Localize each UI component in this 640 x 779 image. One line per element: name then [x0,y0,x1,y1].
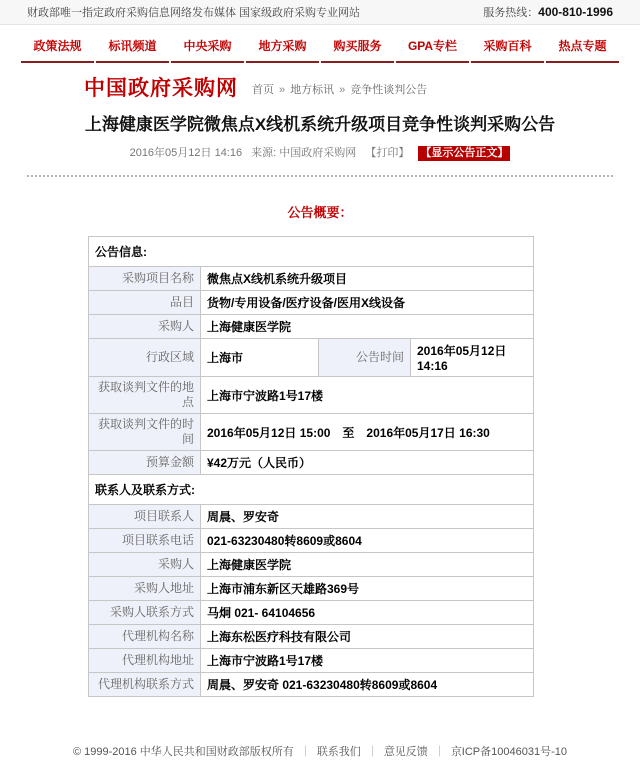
field-label: 行政区域 [89,339,201,377]
field-value: ¥42万元（人民币） [201,451,534,475]
source-label: 来源: 中国政府采购网 [251,147,357,160]
contact-link[interactable]: 联系我们 [316,746,361,759]
footer-separator: ｜ [433,746,445,759]
icp-number: 京ICP备10046031号-10 [450,746,567,759]
field-value: 2016年05月12日 14:16 [411,339,534,377]
table-row [89,451,534,475]
table-row [89,505,534,529]
nav-item[interactable]: 购买服务 [321,32,394,63]
footer [0,743,640,779]
table-row [89,625,534,649]
nav-item[interactable]: 热点专题 [546,32,619,63]
hotline-label: 服务热线： [483,7,539,19]
table-row [89,601,534,625]
nav-item[interactable]: 政策法规 [21,32,94,63]
field-label: 品目 [89,291,201,315]
field-value: 货物/专用设备/医疗设备/医用X线设备 [201,291,534,315]
summary-heading: 公告概要： [287,205,353,221]
nav-item[interactable]: 中央采购 [171,32,244,63]
field-label: 代理机构联系方式 [89,673,201,697]
field-label: 代理机构地址 [89,649,201,673]
table-row [89,475,534,505]
field-value: 微焦点X线机系统升级项目 [201,267,534,291]
field-label: 获取谈判文件的时间 [89,414,201,451]
breadcrumb-separator: » [279,84,286,96]
topbar [0,0,640,25]
field-value: 上海市浦东新区天雄路369号 [201,577,534,601]
table-row [89,267,534,291]
summary-table [88,236,534,697]
table-row [89,649,534,673]
service-hotline [483,4,613,20]
feedback-link[interactable]: 意见反馈 [383,746,428,759]
print-button[interactable]: 【打印】 [365,147,410,160]
field-label: 公告时间 [319,339,411,377]
table-row [89,315,534,339]
field-value: 上海东松医疗科技有限公司 [201,625,534,649]
nav-item[interactable]: 地方采购 [246,32,319,63]
table-row [89,529,534,553]
page-title: 上海健康医学院微焦点X线机系统升级项目竞争性谈判采购公告 [84,115,556,134]
table-row [89,414,534,451]
breadcrumb [252,81,427,99]
field-value: 2016年05月12日 15:00 至 2016年05月17日 16:30 [201,414,534,451]
site-logo[interactable]: 中国政府采购网 [84,77,238,100]
field-label: 采购人 [89,315,201,339]
breadcrumb-item[interactable]: 竞争性谈判公告 [350,84,428,96]
table-row [89,237,534,267]
table-row [89,339,534,377]
field-label: 获取谈判文件的地点 [89,377,201,414]
field-label: 项目联系电话 [89,529,201,553]
dotted-divider [27,175,613,177]
breadcrumb-item[interactable]: 地方标讯 [290,84,335,96]
footer-separator: ｜ [299,746,311,759]
table-row [89,553,534,577]
table-row [89,377,534,414]
field-value: 上海市宁波路1号17楼 [201,377,534,414]
field-label: 采购人联系方式 [89,601,201,625]
field-value: 021-63230480转8609或8604 [201,529,534,553]
breadcrumb-separator: » [339,84,346,96]
field-value: 上海市宁波路1号17楼 [201,649,534,673]
field-value: 周晨、罗安奇 [201,505,534,529]
main-nav [0,25,640,63]
field-value: 上海健康医学院 [201,315,534,339]
section-heading: 公告信息: [89,237,534,267]
table-row [89,577,534,601]
field-value: 上海健康医学院 [201,553,534,577]
footer-separator: ｜ [366,746,378,759]
table-row [89,291,534,315]
field-label: 采购人地址 [89,577,201,601]
breadcrumb-item[interactable]: 首页 [252,84,274,96]
field-label: 项目联系人 [89,505,201,529]
section-heading: 联系人及联系方式: [89,475,534,505]
hotline-number: 400-810-1996 [538,5,613,19]
field-value: 周晨、罗安奇 021-63230480转8609或8604 [201,673,534,697]
field-label: 采购项目名称 [89,267,201,291]
article-meta [0,144,640,160]
field-label: 代理机构名称 [89,625,201,649]
field-label: 采购人 [89,553,201,577]
nav-item[interactable]: 标讯频道 [96,32,169,63]
copyright-text: © 1999-2016 中华人民共和国财政部版权所有 [72,746,294,759]
nav-item[interactable]: 采购百科 [471,32,544,63]
nav-item[interactable]: GPA专栏 [396,32,469,63]
field-label: 预算金额 [89,451,201,475]
field-value: 马炯 021- 64104656 [201,601,534,625]
summary-table-body [89,237,534,697]
show-announcement-button[interactable]: 【显示公告正文】 [420,147,509,160]
publish-date: 2016年05月12日 14:16 [129,147,243,160]
site-slogan: 财政部唯一指定政府采购信息网络发布媒体 国家级政府采购专业网站 [27,7,361,19]
field-value: 上海市 [201,339,319,377]
header-row [0,63,640,99]
